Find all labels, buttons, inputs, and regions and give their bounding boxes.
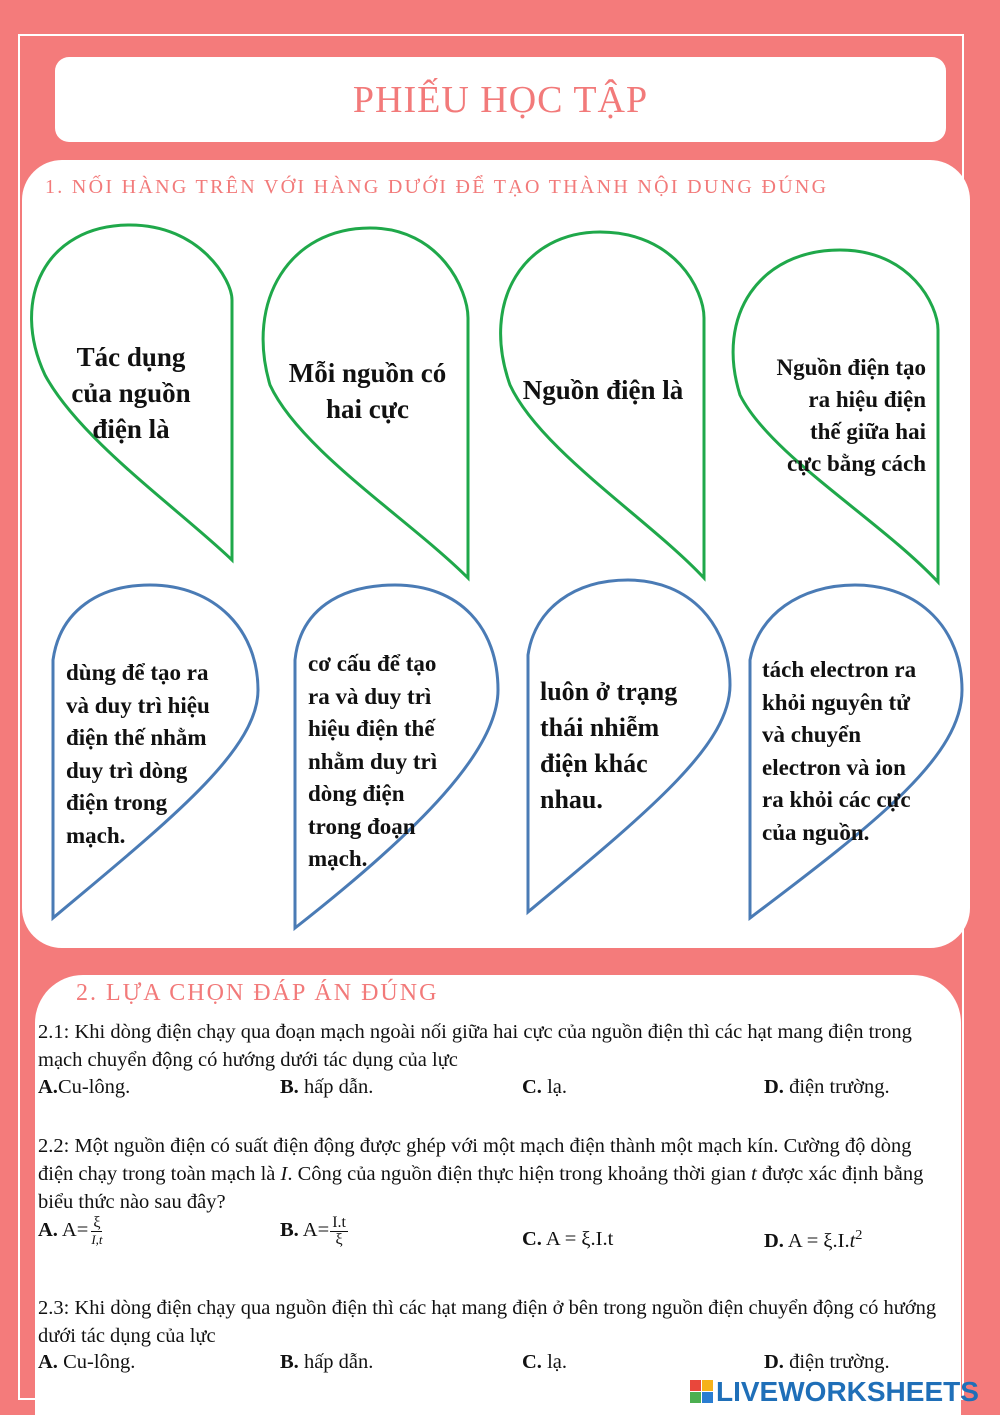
question-var: I bbox=[280, 1163, 288, 1185]
option-text: điện trường. bbox=[783, 1351, 890, 1373]
card-line: electron và ion bbox=[762, 754, 906, 780]
top-card-4[interactable] bbox=[740, 352, 926, 480]
option-text: Cu-lông. bbox=[57, 1076, 131, 1098]
card-line: nhằm duy trì bbox=[308, 748, 438, 774]
card-line: và chuyển bbox=[762, 722, 862, 747]
option-text: lạ. bbox=[541, 1076, 567, 1098]
card-line: Tác dụng bbox=[76, 342, 186, 372]
q2-option-b[interactable] bbox=[280, 1215, 348, 1248]
bottom-card-4[interactable] bbox=[762, 654, 957, 849]
option-key: C. bbox=[522, 1076, 542, 1098]
fraction bbox=[89, 1215, 104, 1248]
option-key: B. bbox=[280, 1219, 299, 1242]
card-line: mạch. bbox=[66, 822, 126, 848]
card-line: Nguồn điện là bbox=[522, 375, 684, 405]
card-line: duy trì dòng bbox=[66, 757, 188, 783]
option-key: B. bbox=[280, 1076, 299, 1098]
option-text: A= bbox=[57, 1219, 89, 1242]
card-line: tách electron ra bbox=[762, 657, 917, 682]
card-line: cơ cấu để tạo bbox=[308, 651, 437, 676]
option-text: điện trường. bbox=[783, 1076, 890, 1098]
page-title: PHIẾU HỌC TẬP bbox=[352, 78, 649, 121]
q1-option-d[interactable] bbox=[764, 1076, 890, 1099]
q2-option-c[interactable] bbox=[522, 1228, 613, 1251]
q1-option-b[interactable] bbox=[280, 1076, 373, 1099]
option-key: C. bbox=[522, 1228, 542, 1250]
numerator: ξ bbox=[93, 1214, 101, 1231]
denominator: ξ bbox=[335, 1231, 343, 1248]
option-text: lạ. bbox=[541, 1351, 567, 1373]
card-line: mạch. bbox=[308, 846, 368, 871]
option-text: hấp dẫn. bbox=[298, 1076, 374, 1098]
top-card-3[interactable] bbox=[508, 373, 698, 409]
card-line: của nguồn. bbox=[762, 819, 870, 845]
top-card-1[interactable] bbox=[56, 340, 206, 448]
liveworksheets-logo bbox=[690, 1376, 979, 1408]
option-key: D. bbox=[764, 1351, 784, 1373]
card-line: ra và duy trì bbox=[308, 683, 432, 709]
q1-option-a[interactable] bbox=[38, 1076, 130, 1099]
option-text: A = ξ.I.t bbox=[541, 1228, 614, 1250]
logo-icon bbox=[690, 1380, 714, 1404]
option-key: C. bbox=[522, 1351, 542, 1373]
option-text: Cu-lông. bbox=[57, 1351, 136, 1373]
denominator: I,t bbox=[91, 1232, 103, 1247]
section2-heading: 2. LỰA CHỌN ĐÁP ÁN ĐÚNG bbox=[76, 980, 439, 1006]
card-line: luôn ở trạng bbox=[540, 677, 678, 706]
bottom-card-2[interactable] bbox=[308, 648, 493, 876]
q2-option-d[interactable] bbox=[764, 1228, 862, 1253]
card-line: điện trong bbox=[66, 790, 168, 815]
question-text: được xác định bằng biểu thức nào sau đây? bbox=[38, 1163, 924, 1213]
q3-option-b[interactable] bbox=[280, 1351, 373, 1374]
card-line: thái nhiễm bbox=[540, 713, 660, 742]
q3-option-d[interactable] bbox=[764, 1351, 890, 1374]
card-line: Mỗi nguồn có bbox=[288, 358, 447, 388]
option-key: B. bbox=[280, 1351, 299, 1373]
card-line: dòng điện bbox=[308, 781, 405, 806]
q3-option-c[interactable] bbox=[522, 1351, 567, 1374]
card-line: của nguồn bbox=[71, 377, 191, 408]
question-2-1: 2.1: Khi dòng điện chạy qua đoạn mạch ngoài nối giữa hai cực của nguồn điện thì các hạt mang điện trong mạch chuyển động có hướng dưới tác dụng của lực bbox=[38, 1021, 912, 1071]
question-var: t bbox=[751, 1163, 757, 1185]
question-text: 2.2: Một nguồn điện có suất điện động được ghép với một mạch điện thành một mạch kín. Cường độ dòng điện chạy trong toàn mạch là bbox=[38, 1135, 912, 1185]
q2-option-a[interactable] bbox=[38, 1215, 105, 1248]
option-key: D. bbox=[764, 1229, 784, 1252]
bottom-card-3[interactable] bbox=[540, 674, 725, 818]
card-line: khỏi nguyên tử bbox=[762, 689, 911, 715]
card-line: ra khỏi các cực bbox=[762, 787, 911, 812]
card-line: dùng để tạo ra bbox=[66, 660, 209, 685]
option-exponent: 2 bbox=[855, 1228, 863, 1243]
q1-option-c[interactable] bbox=[522, 1076, 567, 1099]
question-2-2 bbox=[38, 1132, 938, 1216]
card-line: hai cực bbox=[326, 393, 409, 424]
option-text: A = ξ.I. bbox=[783, 1229, 850, 1252]
card-line: cực bằng cách bbox=[786, 451, 926, 476]
top-card-2[interactable] bbox=[275, 356, 460, 428]
card-line: nhau. bbox=[540, 785, 603, 814]
option-key: A. bbox=[38, 1351, 58, 1373]
card-line: hiệu điện thế bbox=[308, 716, 435, 741]
card-line: điện khác bbox=[540, 749, 648, 778]
fraction bbox=[330, 1215, 348, 1248]
section1-heading: 1. NỐI HÀNG TRÊN VỚI HÀNG DƯỚI ĐỂ TẠO THÀNH NỘI DUNG ĐÚNG bbox=[45, 176, 829, 198]
card-line: và duy trì hiệu bbox=[66, 692, 210, 718]
card-line: điện thế nhằm bbox=[66, 725, 207, 750]
card-line: trong đoạn bbox=[308, 813, 416, 839]
card-line: ra hiệu điện bbox=[808, 387, 926, 412]
card-line: Nguồn điện tạo bbox=[776, 355, 926, 380]
q3-option-a[interactable] bbox=[38, 1351, 135, 1374]
option-key: D. bbox=[764, 1076, 784, 1098]
option-key: A. bbox=[38, 1076, 58, 1098]
card-line: thế giữa hai bbox=[809, 419, 926, 444]
question-2-3: 2.3: Khi dòng điện chạy qua nguồn điện thì các hạt mang điện ở bên trong nguồn điện chuyển động có hướng dưới tác dụng của lực bbox=[38, 1297, 937, 1347]
logo-text: LIVEWORKSHEETS bbox=[716, 1376, 979, 1407]
bottom-card-1[interactable] bbox=[66, 657, 256, 852]
option-text: hấp dẫn. bbox=[298, 1351, 374, 1373]
option-var: t bbox=[849, 1229, 856, 1252]
option-key: A. bbox=[38, 1219, 58, 1242]
question-text: . Công của nguồn điện thực hiện trong khoảng thời gian bbox=[287, 1163, 752, 1185]
option-text: A= bbox=[298, 1219, 330, 1242]
card-line: điện là bbox=[92, 413, 170, 444]
numerator: I.t bbox=[332, 1214, 346, 1231]
